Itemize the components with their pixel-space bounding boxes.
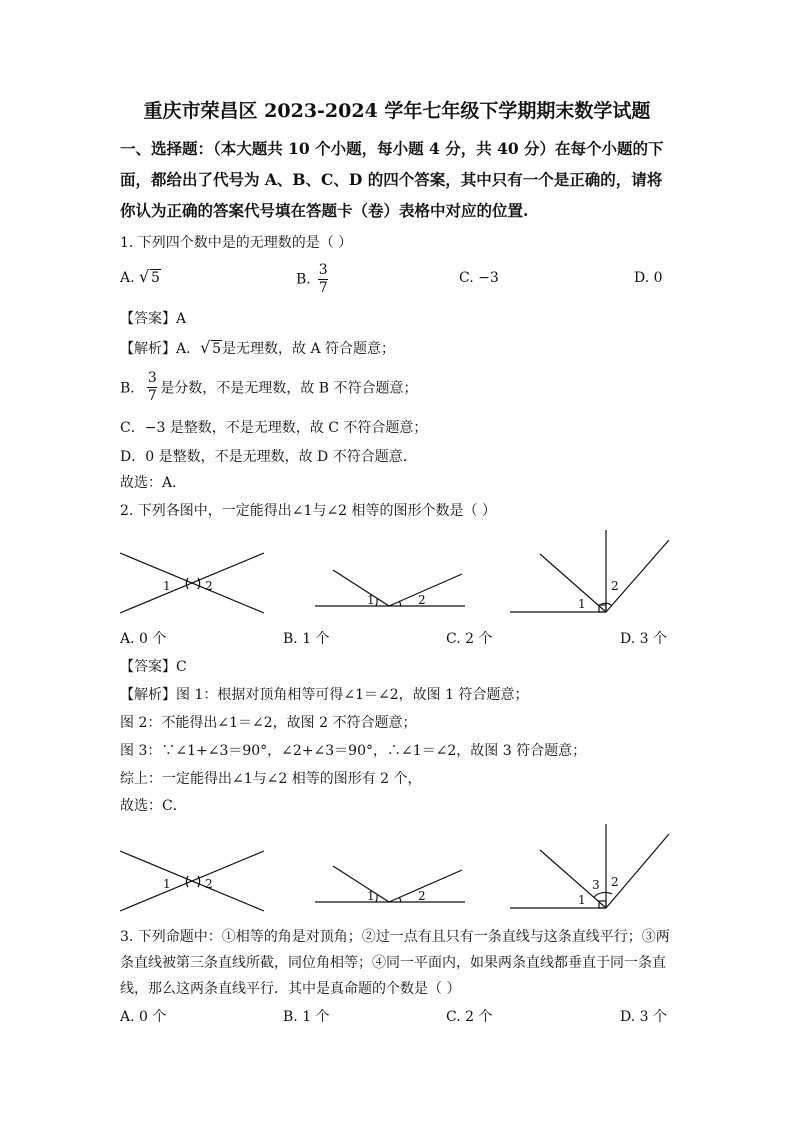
fraction-denominator: 7 — [147, 388, 157, 404]
q2-option-d: D. 3 个 — [620, 631, 667, 647]
q2-option-b: B. 1 个 — [283, 631, 330, 647]
q2-stem: 2. 下列各图中，一定能得出∠1与∠2 相等的图形个数是（ ） — [120, 503, 496, 519]
q1-option-a — [120, 267, 161, 286]
angle-2-label: 2 — [418, 889, 426, 903]
section-instructions-line2: 面，都给出了代号为 A、B、C、D 的四个答案，其中只有一个是正确的，请将 — [120, 170, 663, 189]
q3-stem-line2: 条直线被第三条直线所截，同位角相等；④同一平面内，如果两条直线都垂直于同一条直 — [120, 955, 666, 971]
q1-analysis-b — [120, 370, 417, 405]
q1-answer: 【答案】A — [120, 311, 187, 327]
q3-option-a: A. 0 个 — [120, 1009, 167, 1025]
angle-1-label: 1 — [163, 579, 171, 593]
angle-1-label: 1 — [367, 593, 375, 607]
q2-answer: 【答案】C — [120, 659, 187, 675]
figure-3-right-angle-annotated — [510, 822, 672, 912]
q3-option-b: B. 1 个 — [283, 1009, 330, 1025]
angle-1-label: 1 — [367, 889, 375, 903]
q1-option-c: C. −3 — [459, 270, 499, 286]
figure-1-intersecting-lines — [118, 548, 268, 618]
fraction-numerator: 3 — [147, 370, 157, 386]
q1-option-a-radicand: 5 — [151, 270, 160, 286]
analysis-radicand: 5 — [212, 341, 222, 357]
q1-analysis-d: D．0 是整数，不是无理数，故 D 不符合题意． — [120, 449, 417, 465]
q1-analysis-c: C．−3 是整数，不是无理数，故 C 不符合题意； — [120, 420, 428, 436]
sqrt-symbol: √ 5 — [200, 338, 222, 357]
q1-option-b — [296, 262, 331, 297]
q3-option-d: D. 3 个 — [620, 1009, 667, 1025]
analysis-b-label: B． — [120, 380, 145, 397]
angle-1-label: 1 — [578, 893, 586, 907]
figure-1-intersecting-lines-annotated — [118, 846, 268, 916]
q2-analysis-1: 【解析】图 1：根据对顶角相等可得∠1＝∠2，故图 1 符合题意； — [120, 687, 529, 703]
section-instructions-line1: 一、选择题：（本大题共 10 个小题，每小题 4 分，共 40 分）在每个小题的下 — [120, 139, 664, 158]
angle-1-label: 1 — [578, 597, 586, 611]
figure-2-angles-on-line-annotated — [315, 864, 467, 906]
q2-analysis-3: 图 3：∵∠1+∠3＝90°，∠2+∠3＝90°，∴∠1＝∠2，故图 3 符合题意； — [120, 743, 587, 759]
angle-3-label: 3 — [592, 878, 600, 892]
angle-1-label: 1 — [163, 877, 171, 891]
q1-option-a-label: A. — [120, 270, 135, 286]
q3-stem-line1: 3. 下列命题中：①相等的角是对顶角；②过一点有且只有一条直线与这条直线平行；③两 — [120, 929, 670, 945]
sqrt-symbol: √ 5 — [139, 267, 160, 286]
fraction-denominator: 7 — [318, 280, 328, 296]
q2-conclusion: 故选：C． — [120, 798, 187, 814]
q2-option-a: A. 0 个 — [120, 631, 167, 647]
q3-option-c: C. 2 个 — [446, 1009, 493, 1025]
figure-3-right-angle — [510, 528, 672, 616]
fraction — [147, 370, 157, 405]
figure-2-angles-on-line — [315, 568, 467, 610]
fraction — [318, 262, 328, 297]
angle-2-label: 2 — [205, 579, 213, 593]
q1-analysis-a — [120, 338, 395, 358]
q1-conclusion: 故选：A． — [120, 475, 187, 491]
analysis-label: 【解析】A． — [120, 341, 201, 357]
section-instructions-line3: 你认为正确的答案代号填在答题卡（卷）表格中对应的位置. — [120, 201, 529, 220]
angle-2-label: 2 — [418, 593, 426, 607]
analysis-b-text: 是分数，不是无理数，故 B 不符合题意； — [160, 380, 418, 397]
q2-analysis-2: 图 2：不能得出∠1＝∠2，故图 2 不符合题意； — [120, 715, 417, 731]
page-title: 重庆市荣昌区 2023-2024 学年七年级下学期期末数学试题 — [143, 100, 651, 122]
q2-summary: 综上：一定能得出∠1与∠2 相等的图形有 2 个， — [120, 771, 422, 787]
angle-2-label: 2 — [611, 579, 619, 593]
angle-2-label: 2 — [611, 875, 619, 889]
angle-2-label: 2 — [205, 877, 213, 891]
q2-option-c: C. 2 个 — [446, 631, 493, 647]
q1-stem: 1. 下列四个数中是的无理数的是（ ） — [120, 235, 353, 251]
q3-stem-line3: 线，那么这两条直线平行．其中是真命题的个数是（ ） — [120, 981, 461, 997]
q1-option-b-label: B. — [296, 271, 311, 288]
fraction-numerator: 3 — [318, 262, 328, 278]
q1-option-d: D. 0 — [634, 270, 663, 286]
analysis-a-text: 是无理数，故 A 符合题意； — [222, 341, 396, 357]
